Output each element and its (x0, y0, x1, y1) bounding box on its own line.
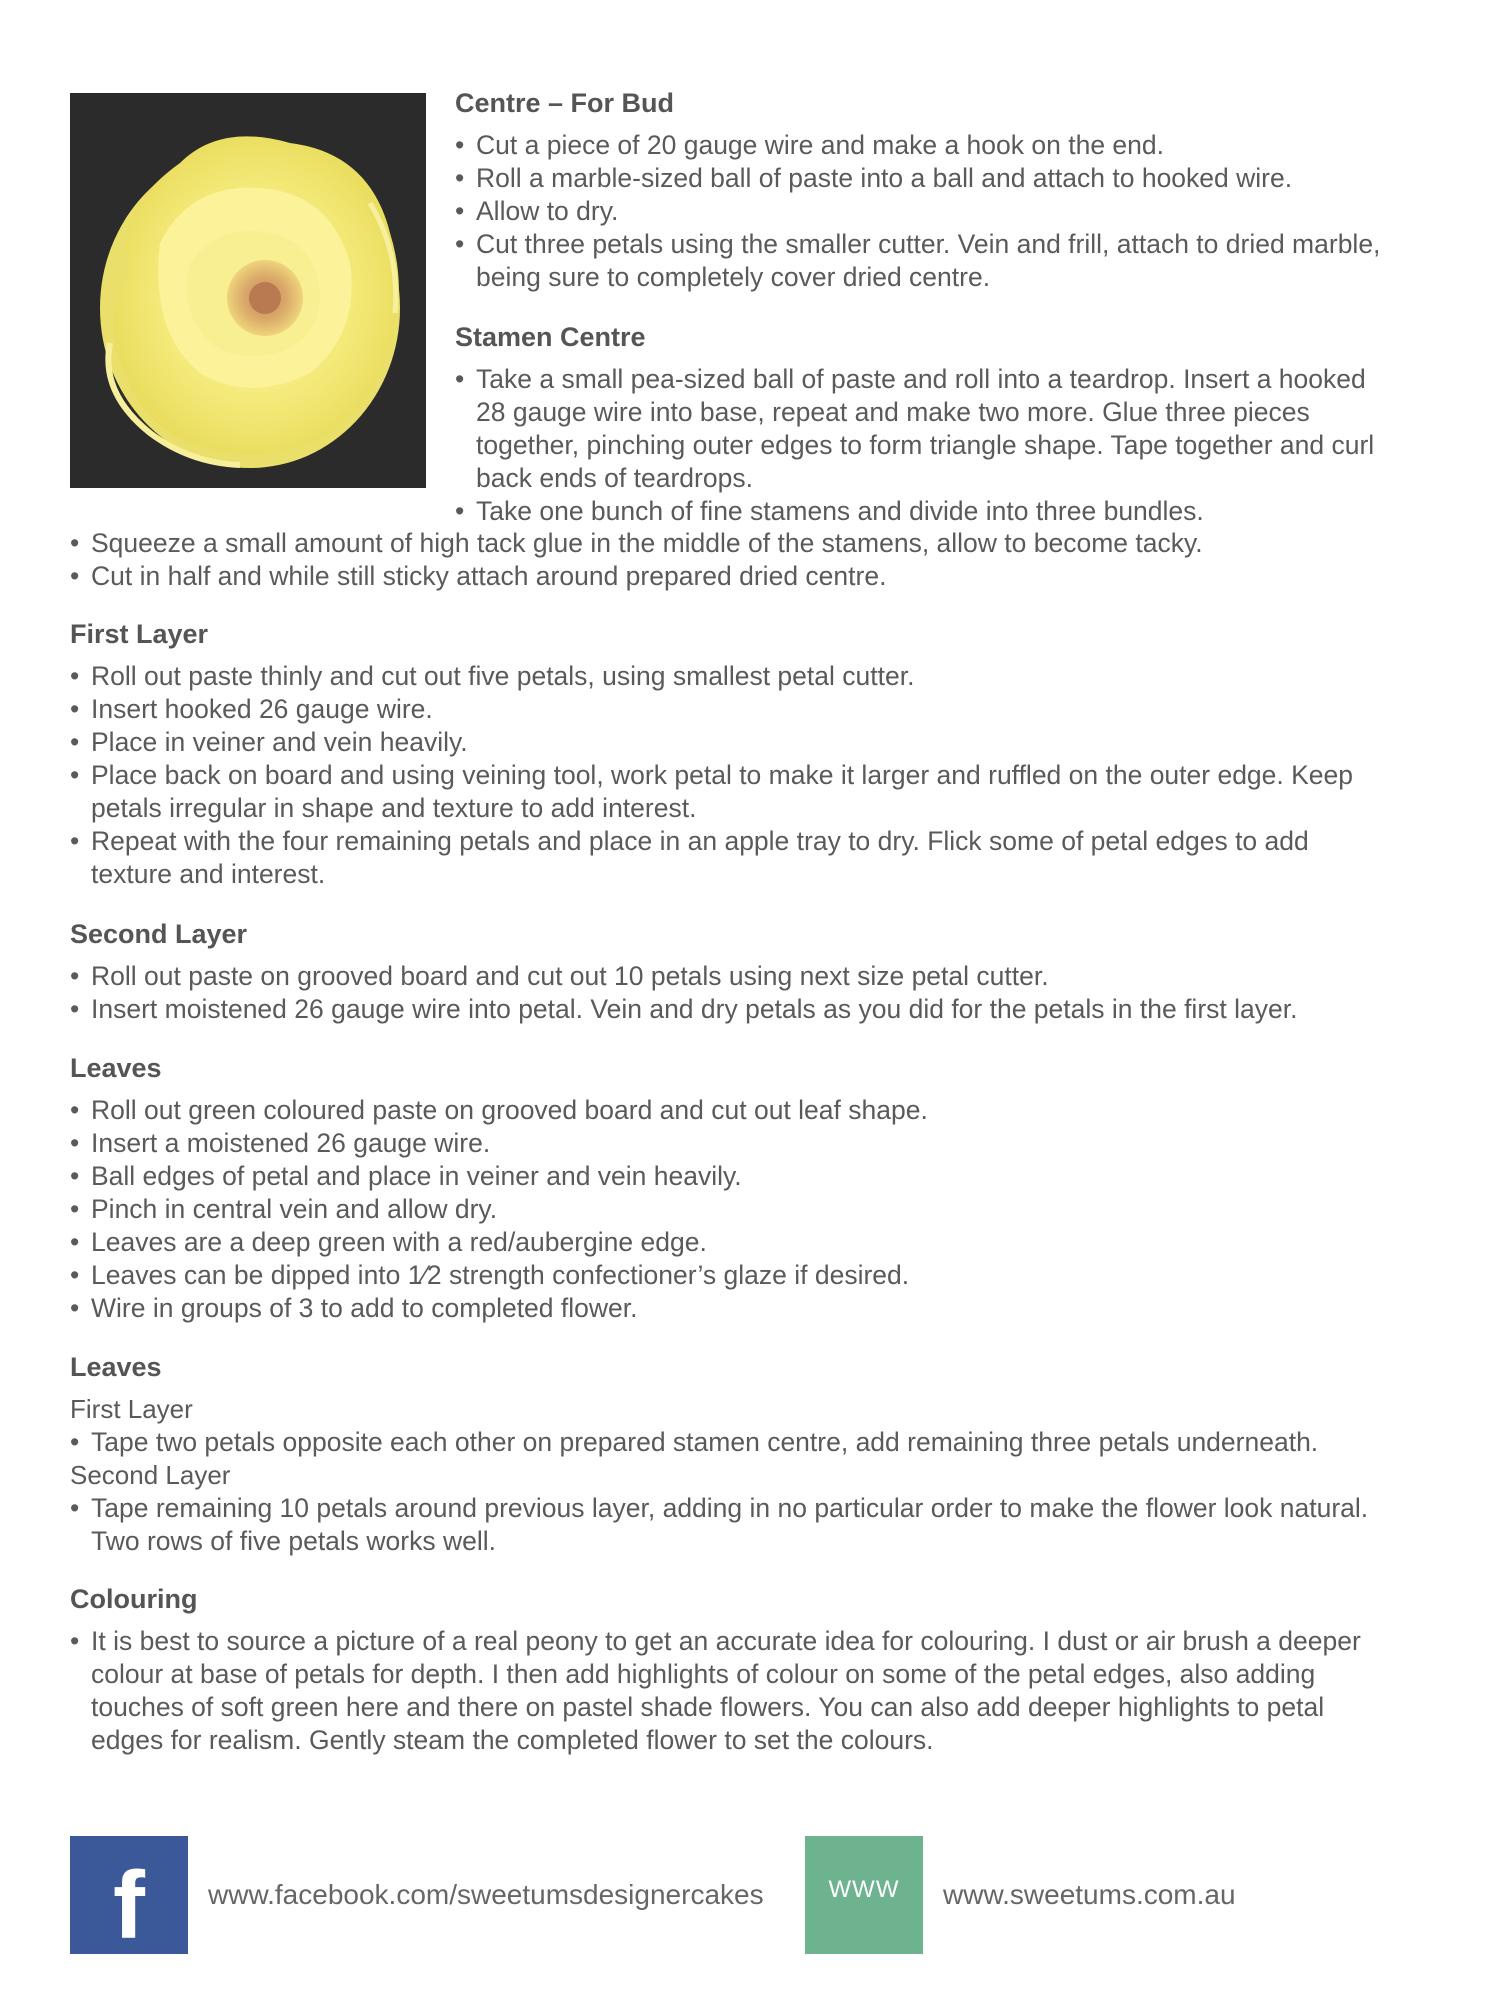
list-item-continuation: colour at base of petals for depth. I then add highlights of colour on some of the petal edges, also adding (91, 1659, 1316, 1689)
stamen-heading: Stamen Centre (455, 322, 646, 352)
list-item: • Place in veiner and vein heavily. (70, 726, 1470, 759)
colouring-section (70, 1583, 1480, 1757)
facebook-glyph: f (113, 1852, 145, 1959)
list-item: • Place back on board and using veining tool, work petal to make it larger and ruffled on the outer edge. Keep (70, 759, 1470, 792)
list-item: • Insert a moistened 26 gauge wire. (70, 1127, 1470, 1160)
list-item: • Squeeze a small amount of high tack glue in the middle of the stamens, allow to become tacky. (70, 527, 1470, 560)
leaves-heading: Leaves (70, 1053, 162, 1083)
www-glyph: WWW (828, 1876, 900, 1903)
stamen-section (455, 321, 1475, 528)
list-item: • Roll a marble-sized ball of paste into a ball and attach to hooked wire. (455, 162, 1475, 195)
first-layer-heading: First Layer (70, 619, 209, 649)
yellow-peony-photo (70, 93, 426, 488)
website-link[interactable]: www.sweetums.com.au (943, 1879, 1236, 1910)
second-layer-section (70, 918, 1470, 1026)
first-layer-subheading: First Layer (70, 1394, 193, 1424)
list-item: • Wire in groups of 3 to add to completed flower. (70, 1292, 1470, 1325)
colouring-heading: Colouring (70, 1584, 198, 1614)
list-item-continuation: touches of soft green here and there on pastel shade flowers. You can also add deeper highlights to petal (91, 1692, 1325, 1722)
list-item: • Roll out green coloured paste on grooved board and cut out leaf shape. (70, 1094, 1470, 1127)
list-item: • Cut three petals using the smaller cutter. Vein and frill, attach to dried marble, (455, 228, 1475, 261)
list-item: • Tape remaining 10 petals around previous layer, adding in no particular order to make the flower look natural. (70, 1492, 1470, 1525)
list-item: • Cut in half and while still sticky attach around prepared dried centre. (70, 560, 1470, 593)
stamen-list-continued (70, 527, 1470, 593)
centre-bud-section (455, 87, 1475, 294)
assembly-section (70, 1351, 1470, 1558)
website-icon[interactable] (805, 1836, 923, 1954)
list-item: • Ball edges of petal and place in veiner and vein heavily. (70, 1160, 1470, 1193)
list-item: • Roll out paste on grooved board and cut out 10 petals using next size petal cutter. (70, 960, 1470, 993)
list-item: • Allow to dry. (455, 195, 1475, 228)
list-item: • Repeat with the four remaining petals and place in an apple tray to dry. Flick some of petal edges to add (70, 825, 1470, 858)
list-item-continuation: being sure to completely cover dried centre. (476, 262, 991, 292)
list-item: • Leaves are a deep green with a red/aubergine edge. (70, 1226, 1470, 1259)
assembly-heading: Leaves (70, 1352, 162, 1382)
list-item-continuation: petals irregular in shape and texture to add interest. (91, 793, 697, 823)
list-item: • Insert hooked 26 gauge wire. (70, 693, 1470, 726)
list-item-continuation: Two rows of five petals works well. (91, 1526, 496, 1556)
first-layer-section (70, 618, 1470, 891)
list-item: • Insert moistened 26 gauge wire into petal. Vein and dry petals as you did for the petals in the first layer. (70, 993, 1470, 1026)
list-item: • It is best to source a picture of a real peony to get an accurate idea for colouring. I dust or air brush a deeper (70, 1625, 1480, 1658)
list-item: • Pinch in central vein and allow dry. (70, 1193, 1470, 1226)
list-item: • Take a small pea-sized ball of paste and roll into a teardrop. Insert a hooked (455, 363, 1475, 396)
list-item: • Cut a piece of 20 gauge wire and make a hook on the end. (455, 129, 1475, 162)
leaves-section (70, 1052, 1470, 1325)
facebook-link[interactable]: www.facebook.com/sweetumsdesignercakes (208, 1879, 764, 1910)
list-item: • Take one bunch of fine stamens and divide into three bundles. (455, 495, 1475, 528)
facebook-icon[interactable] (70, 1836, 188, 1959)
second-layer-subheading: Second Layer (70, 1460, 231, 1490)
list-item-continuation: back ends of teardrops. (476, 463, 753, 493)
peony-illustration (70, 93, 426, 488)
centre-bud-heading: Centre – For Bud (455, 88, 675, 118)
list-item-continuation: 28 gauge wire into base, repeat and make two more. Glue three pieces (476, 397, 1310, 427)
list-item: • Leaves can be dipped into 1⁄2 strength confectioner’s glaze if desired. (70, 1259, 1470, 1292)
list-item-continuation: edges for realism. Gently steam the completed flower to set the colours. (91, 1725, 934, 1755)
list-item-continuation: together, pinching outer edges to form triangle shape. Tape together and curl (476, 430, 1375, 460)
list-item-continuation: texture and interest. (91, 859, 326, 889)
list-item: • Roll out paste thinly and cut out five petals, using smallest petal cutter. (70, 660, 1470, 693)
list-item: • Tape two petals opposite each other on prepared stamen centre, add remaining three petals underneath. (70, 1426, 1470, 1459)
second-layer-heading: Second Layer (70, 919, 248, 949)
